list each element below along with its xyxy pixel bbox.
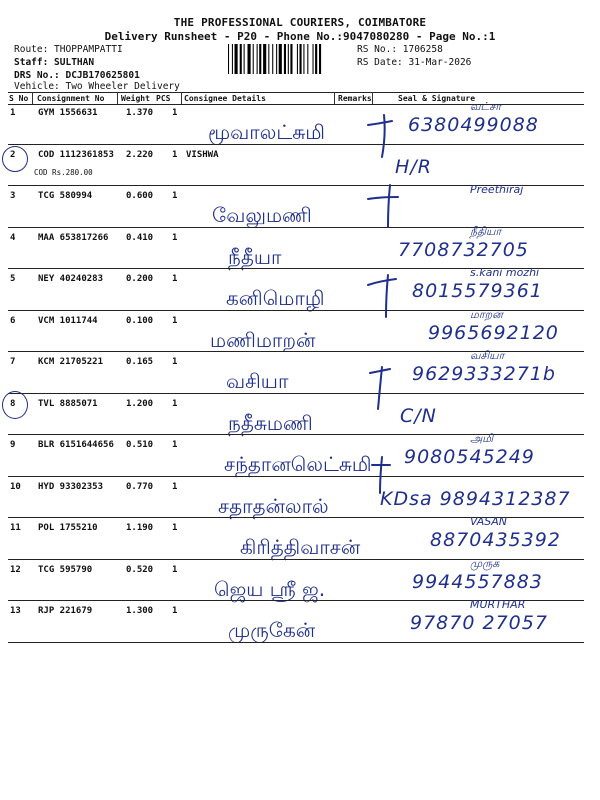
barcode-bar [279, 44, 282, 74]
row-mark-circle [2, 391, 28, 419]
barcode-bar [313, 44, 314, 74]
barcode-bar [307, 44, 308, 74]
handwritten-signature: Preethiraj [470, 183, 524, 196]
row-consignment-no: BLR 6151644656 [38, 440, 114, 450]
row-weight: 0.510 [126, 440, 154, 450]
rs-date-label: RS Date: 31-Mar-2026 [357, 57, 472, 68]
col-divider [181, 92, 182, 104]
handwritten-signature: வசியா [470, 349, 505, 362]
row-sno: 13 [10, 606, 21, 616]
barcode-bar [290, 44, 292, 74]
row-divider [8, 144, 584, 145]
row-weight: 0.100 [126, 315, 154, 326]
col-divider [117, 92, 118, 104]
barcode-bar [297, 44, 298, 74]
handwritten-signature: நீதியா [470, 224, 502, 238]
barcode-bar [228, 44, 229, 74]
row-pcs: 1 [172, 315, 178, 326]
handwritten-phone: 9965692120 [428, 321, 559, 344]
row-pcs: 1 [172, 232, 178, 243]
handwritten-phone: 97870 27057 [410, 612, 548, 634]
barcode-bar [240, 44, 242, 74]
row-consignment-no: GYM 1556631 [38, 108, 98, 118]
barcode-bar [272, 44, 273, 74]
row-mark-circle [2, 146, 28, 172]
row-weight: 0.770 [126, 481, 154, 492]
col-consignment: Consignment No [37, 94, 105, 103]
row-consignment-no: COD 1112361853 [38, 149, 114, 160]
barcode-bar [257, 44, 258, 74]
handwritten-phone: KDsa 9894312387 [380, 487, 571, 510]
col-signature: Seal & Signature [398, 94, 476, 103]
row-consignment-no: KCM 21705221 [38, 357, 104, 367]
handwritten-phone: 9944557883 [412, 570, 543, 593]
row-weight: 1.200 [126, 398, 154, 409]
row-pcs: 1 [172, 398, 178, 409]
row-consignment-no: POL 1755210 [38, 523, 98, 533]
row-weight: 2.220 [126, 149, 154, 160]
barcode-bar [248, 44, 251, 74]
handwritten-name: மூவாலட்சுமி [208, 120, 325, 144]
barcode-bar [303, 44, 304, 74]
row-weight: 1.190 [126, 523, 154, 533]
vehicle-label: Vehicle: Two Wheeler Delivery [14, 81, 180, 92]
handwritten-signature: VASAN [470, 515, 508, 528]
barcode-bar [319, 44, 321, 74]
row-consignment-no: HYD 93302353 [38, 481, 104, 492]
row-pcs: 1 [172, 523, 178, 533]
row-divider [8, 434, 584, 435]
barcode-bar [253, 44, 254, 74]
barcode-bar [268, 44, 269, 74]
row-sno: 3 [10, 191, 16, 201]
row-sno: 1 [10, 108, 16, 118]
row-sno: 4 [10, 232, 16, 243]
row-sno: 9 [10, 440, 16, 450]
row-weight: 1.370 [126, 108, 154, 118]
row-pcs: 1 [172, 481, 178, 492]
handwritten-phone: 6380499088 [408, 114, 539, 136]
col-divider [372, 92, 373, 104]
barcode-bar [232, 44, 233, 74]
row-weight: 0.410 [126, 232, 154, 243]
remark-strokes [360, 105, 410, 665]
company-title: THE PROFESSIONAL COURIERS, COIMBATORE [173, 16, 427, 29]
row-consignment-no: TVL 8885071 [38, 398, 98, 409]
handwritten-name: வசியா [226, 369, 289, 393]
row-pcs: 1 [172, 606, 178, 616]
row-pcs: 1 [172, 357, 178, 367]
staff-label: Staff: SULTHAN [14, 57, 95, 68]
row-consignment-no: TCG 595790 [38, 564, 93, 575]
col-sno: S No [9, 94, 29, 103]
row-pcs: 1 [172, 440, 178, 450]
row-cod-amount: COD Rs.280.00 [34, 167, 93, 177]
col-divider [32, 92, 33, 104]
col-divider [334, 92, 335, 104]
row-sno: 8 [10, 398, 16, 409]
row-weight: 0.520 [126, 564, 154, 575]
handwritten-name: முருகேன் [228, 618, 316, 642]
barcode-bar [300, 44, 302, 74]
handwritten-name: ஜெய ஸ்ரீ ஜ. [214, 576, 326, 601]
row-sno: 7 [10, 357, 16, 367]
barcode-bar [276, 44, 277, 74]
handwritten-signature: அமி [470, 432, 494, 445]
row-pcs: 1 [172, 191, 178, 201]
row-sno: 6 [10, 315, 16, 326]
handwritten-signature: MURTHAR [470, 598, 526, 611]
row-sno: 5 [10, 274, 16, 284]
rs-no-label: RS No.: 1706258 [357, 44, 443, 55]
row-pcs: 1 [172, 274, 178, 284]
col-remarks: Remarks [338, 94, 372, 103]
barcode-bar [259, 44, 261, 74]
route-label: Route: THOPPAMPATTI [14, 44, 123, 55]
row-weight: 1.300 [126, 606, 154, 616]
handwritten-signature: வட்சா [470, 100, 502, 113]
row-consignee-details: VISHWA [186, 149, 219, 160]
row-consignment-no: RJP 221679 [38, 606, 93, 616]
drs-label: DRS No.: DCJB170625801 [14, 70, 140, 81]
handwritten-name: வேலுமணி [212, 203, 312, 227]
row-consignment-no: NEY 40240283 [38, 274, 104, 284]
handwritten-name: சதாதன்லால் [218, 493, 329, 518]
handwritten-name: நதீசுமணி [228, 410, 313, 435]
row-weight: 0.600 [126, 191, 154, 201]
row-sno: 10 [10, 481, 21, 492]
barcode-bar [263, 44, 266, 74]
barcode [228, 44, 352, 74]
handwritten-signature: மாறன் [470, 307, 503, 321]
handwritten-name: சந்தானலெட்சுமி [224, 452, 372, 476]
handwritten-phone: H/R [395, 155, 432, 178]
barcode-bar [288, 44, 289, 74]
row-sno: 12 [10, 564, 21, 575]
row-pcs: 1 [172, 564, 178, 575]
col-weight: Weight [121, 94, 150, 103]
handwritten-phone: 9080545249 [404, 446, 535, 468]
barcode-bar [315, 44, 317, 74]
handwritten-phone: 7708732705 [398, 238, 529, 261]
handwritten-name: கிரித்திவாசன் [240, 535, 361, 559]
row-consignment-no: VCM 1011744 [38, 315, 98, 326]
handwritten-name: மணிமாறன் [210, 327, 316, 352]
row-divider [8, 393, 584, 394]
handwritten-signature: முருக [470, 556, 500, 570]
handwritten-signature: s.kani mozhi [470, 266, 540, 279]
barcode-bar [244, 44, 245, 74]
row-sno: 11 [10, 523, 21, 533]
col-consignee: Consignee Details [184, 94, 266, 103]
row-sno: 2 [10, 149, 16, 160]
row-pcs: 1 [172, 149, 178, 160]
handwritten-name: நீதீயா [228, 244, 282, 269]
handwritten-name: கனிமொழி [226, 286, 325, 310]
runsheet-subtitle: Delivery Runsheet - P20 - Phone No.:9047080280 - Page No.:1 [104, 30, 496, 43]
handwritten-phone: 8015579361 [412, 280, 543, 302]
row-pcs: 1 [172, 108, 178, 118]
row-consignment-no: MAA 653817266 [38, 232, 109, 243]
col-pcs: PCS [156, 94, 171, 103]
row-weight: 0.200 [126, 274, 154, 284]
table-top-rule [8, 92, 584, 93]
handwritten-phone: 9629333271b [412, 363, 556, 385]
handwritten-phone: C/N [400, 404, 437, 427]
row-weight: 0.165 [126, 357, 154, 367]
barcode-bar [284, 44, 286, 74]
barcode-bar [235, 44, 238, 74]
row-divider [8, 476, 584, 477]
row-consignment-no: TCG 580994 [38, 191, 93, 201]
row-divider [8, 642, 584, 643]
handwritten-phone: 8870435392 [430, 529, 561, 551]
